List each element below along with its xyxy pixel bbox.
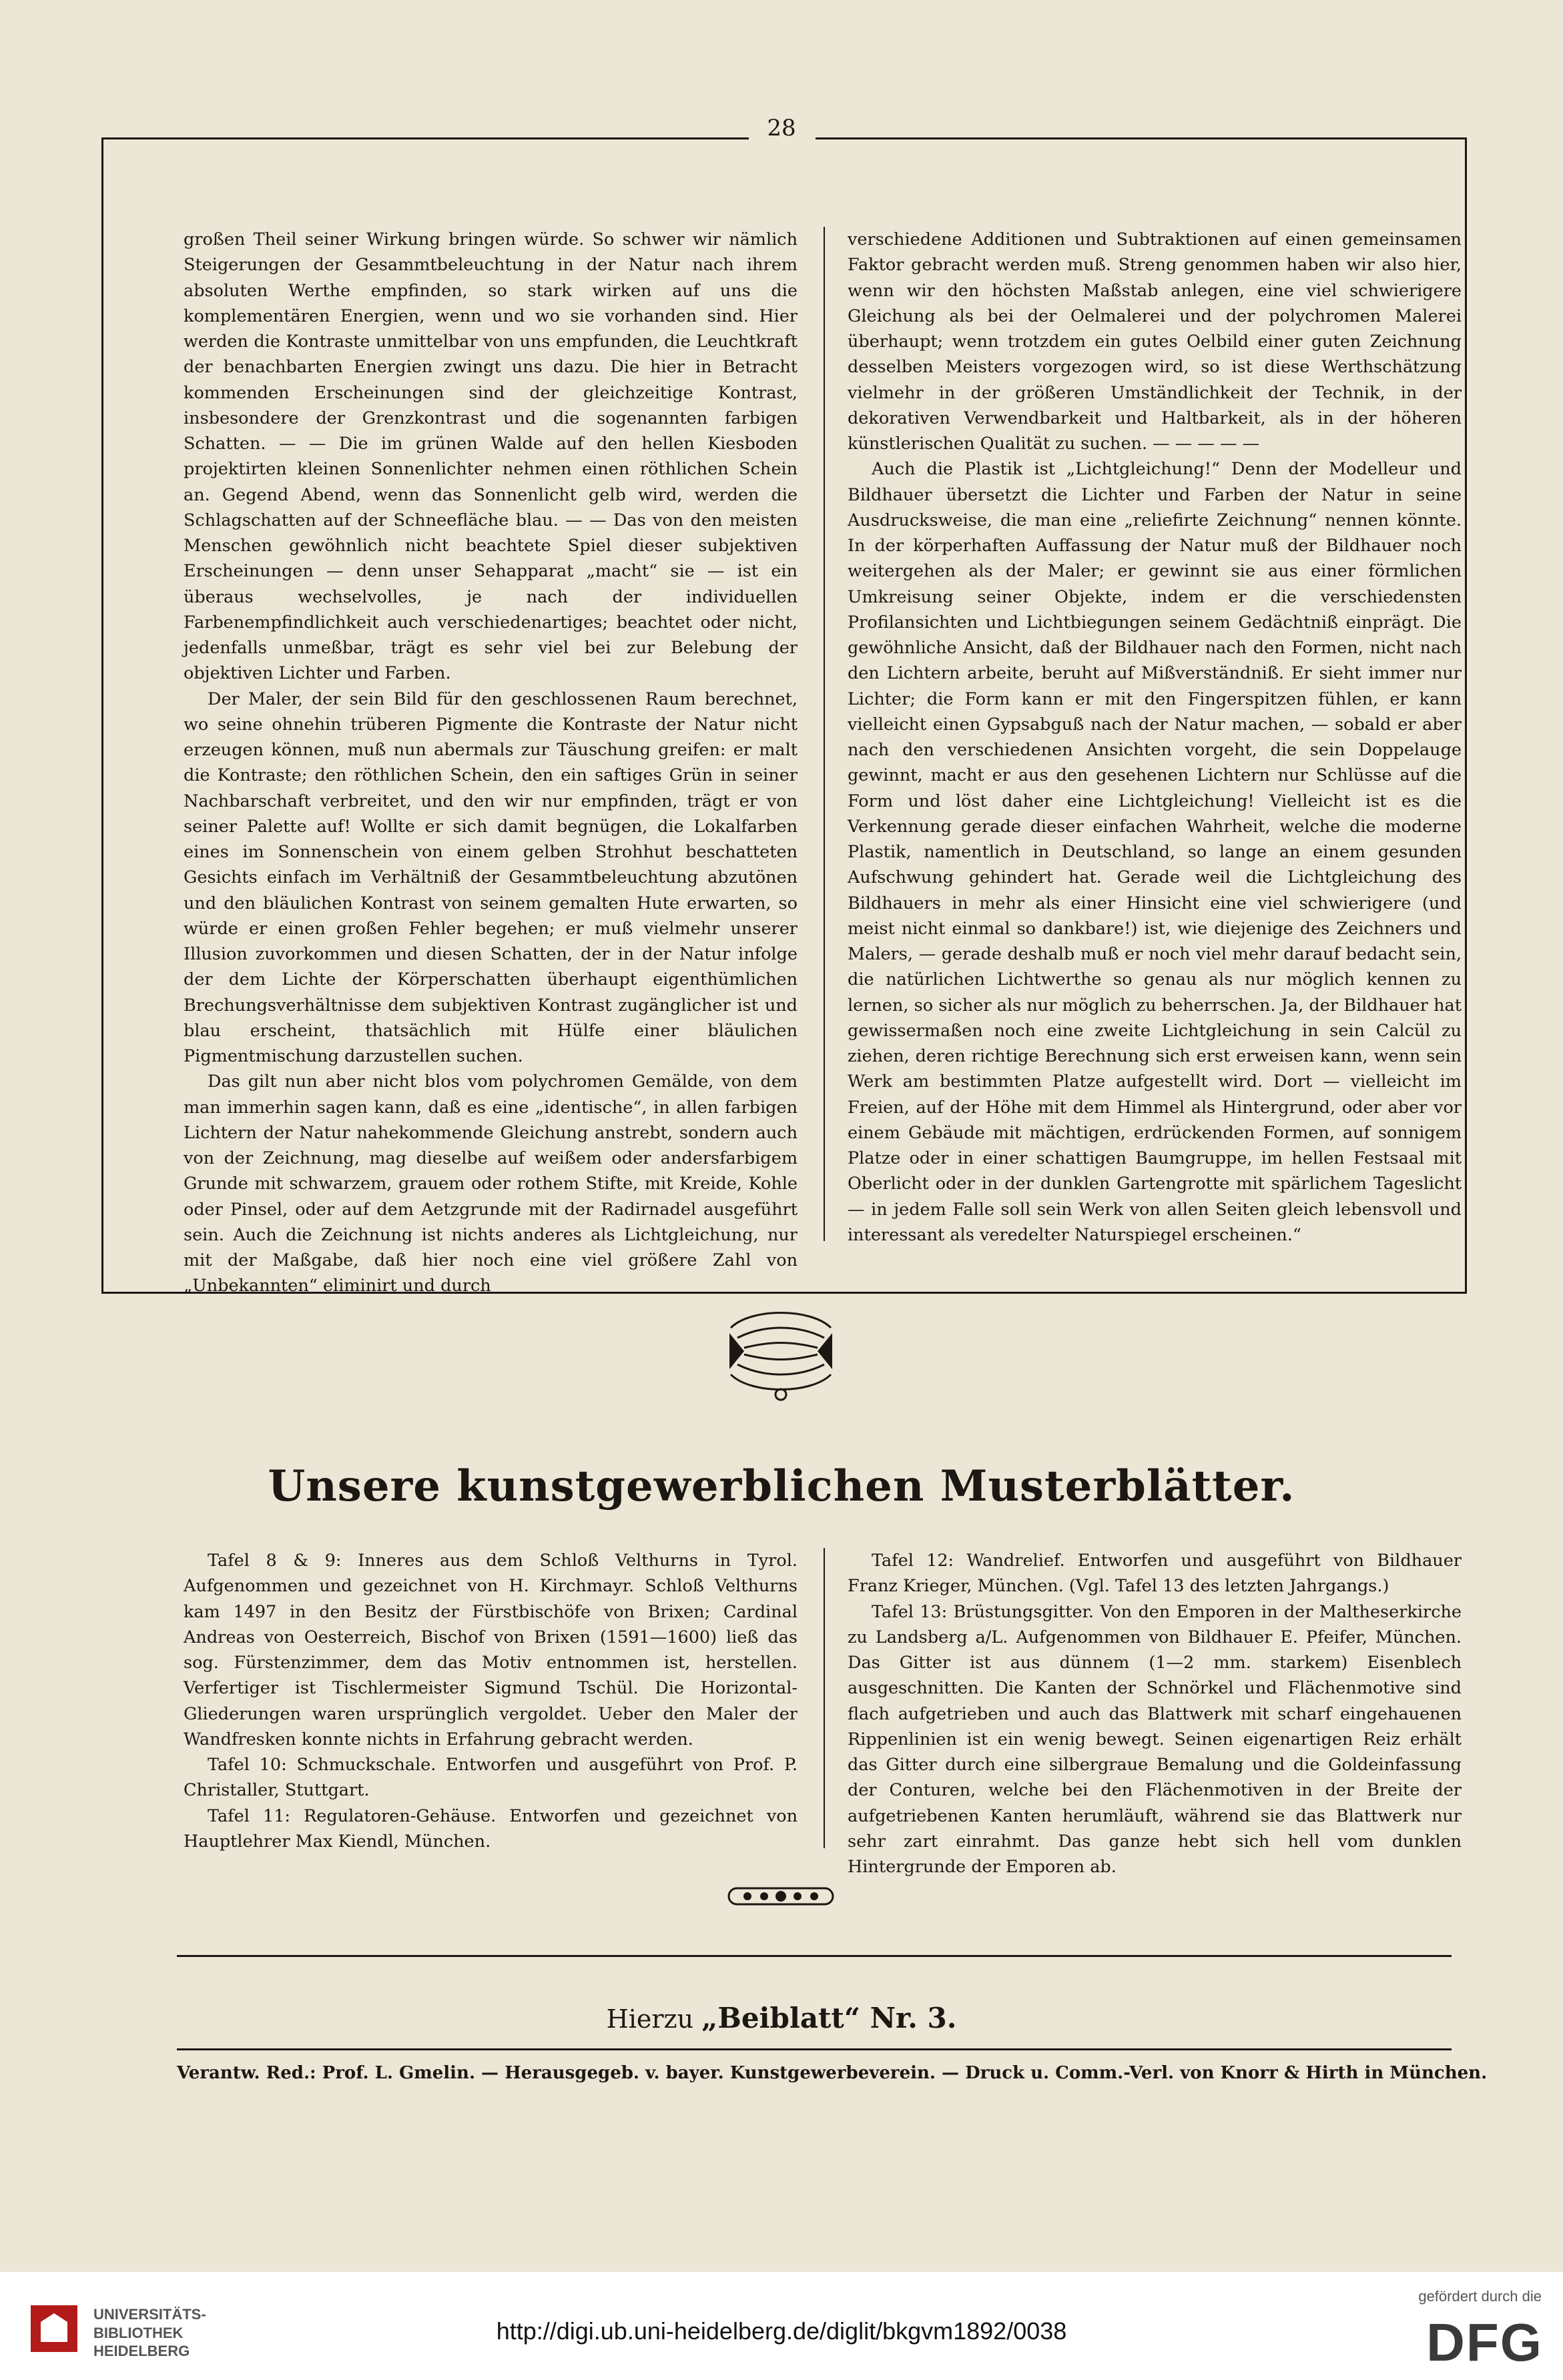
- supplement-prefix: Hierzu: [606, 2004, 694, 2034]
- paragraph: Der Maler, der sein Bild für den geschlossenen Raum berechnet, wo seine ohnehin trüberen Pigmente die Kontraste der Natur nicht erzeugen können, muß nun abermals zur Täuschung greifen: er malt die Kontraste; den röthlichen Schein, den ein saftiges Grün in seiner Nachbarschaft verbreitet, und den wir nur empfinden, trägt er von seiner Palette auf! Wollte er sich damit begnügen, die Lokalfarben eines im Sonnenschein von einem gelben Strohhut beschatteten Gesichts einfach im Verhältniß der Gesammtbeleuchtung abzutönen und den bläulichen Kontrast von seinem gemalten Hute erwarten, so würde er einen großen Fehler begehen; er muß vielmehr unserer Illusion zuvorkommen und diesen Schatten, der in der Natur infolge der dem Lichte der Körperschatten überhaupt eigenthümlichen Brechungsverhältnisse dem subjektiven Kontrast zugänglicher ist und blau erscheint, thatsächlich mit Hülfe einer bläulichen Pigmentmischung darzustellen suchen.: [184, 689, 798, 1066]
- plate-description: Tafel 11: Regulatoren-Gehäuse. Entworfen und gezeichnet von Hauptlehrer Max Kiendl, München.: [184, 1806, 798, 1852]
- divider: [177, 2048, 1452, 2050]
- paragraph: Auch die Plastik ist „Lichtgleichung!“ Denn der Modelleur und Bildhauer übersetzt die Lichter und Farben der Natur in seine Ausdrucksweise, die man eine „reliefirte Zeichnung“ nennen könnte. In der körperhaften Auffassung der Natur muß der Bildhauer noch weitergehen als der Maler; er gewinnt sie aus einer förmlichen Umkreisung seiner Objekte, indem er die verschiedensten Profilansichten und Lichtbiegungen seinem Gedächtniß einprägt. Die gewöhnliche Ansicht, daß der Bildhauer nach den Formen, nicht nach den Lichtern arbeite, beruht auf Mißverständniß. Er sieht immer nur Lichter; die Form kann er mit den Fingerspitzen fühlen, er kann vielleicht einen Gypsabguß nach der Natur machen, — sobald er aber nach den verschiedenen Ansichten vorgeht, die sein Doppelauge gewinnt, macht er aus den gesehenen Lichtern nur Schlüsse auf die Form und löst daher eine Lichtgleichung! Vielleicht ist es die Verkennung gerade dieser einfachen Wahrheit, welche die moderne Plastik, namentlich in Deutschland, so lange an einem gesunden Aufschwung gehindert hat. Gerade weil die Lichtgleichung des Bildhauers in mehr als einer Hinsicht eine viel schwierigere (und meist nicht einmal so dankbare!) ist, wie diejenige des Zeichners und Malers, — gerade deshalb muß er noch viel mehr darauf bedacht sein, die natürlichen Lichtwerthe so genau als nur möglich kennen zu lernen, so sicher als nur möglich zu beherrschen. Ja, der Bildhauer hat gewissermaßen noch eine zweite Lichtgleichung in sein Calcül zu ziehen, deren richtige Berechnung sich erst erweisen kann, wenn sein Werk am bestimmten Platze aufgestellt wird. Dort — vielleicht im Freien, auf der Höhe mit dem Himmel als Hintergrund, oder aber vor einem Gebäude mit mächtigen, erdrückenden Formen, auf sonnigem Platze oder in einer schattigen Baumgruppe, im hellen Festsaal mit Oberlicht oder in der dunklen Gartengrotte mit spärlichem Tageslicht — in jedem Falle soll sein Werk von allen Seiten gleich lebensvoll und interessant als veredelter Naturspiegel erscheinen.“: [848, 459, 1462, 1245]
- article-column-left: [184, 227, 798, 1299]
- divider: [177, 1955, 1452, 1957]
- funded-by-label: gefördert durch die: [1418, 2288, 1542, 2305]
- plate-description: Tafel 8 & 9: Inneres aus dem Schloß Velthurns in Tyrol. Aufgenommen und gezeichnet von H. Kirchmayr. Schloß Velthurns kam 1497 in den Besitz der Fürstbischöfe von Brixen; Cardinal Andreas von Oesterreich, Bischof von Brixen (1591—1600) ließ das sog. Fürstenzimmer, dem das Motiv entnommen ist, herstellen. Verfertiger ist Tischlermeister Sigmund Tschül. Die Horizontal-Gliederungen waren ursprünglich vergoldet. Ueber den Maler der Wandfresken konnte nichts in Erfahrung gebracht werden.: [184, 1551, 798, 1749]
- section-title: Unsere kunstgewerblichen Musterblätter.: [268, 1461, 1295, 1511]
- column-divider: [824, 227, 825, 1241]
- paragraph: großen Theil seiner Wirkung bringen würde. So schwer wir nämlich Steigerungen der Gesammtbeleuchtung in der Natur nach ihrem absoluten Werthe empfinden, so stark wirken auf uns die komplementären Energien, wenn und wo sie vorhanden sind. Hier werden die Kontraste unmittelbar von uns empfunden, die Leuchtkraft der benachbarten Energien zwingt uns dazu. Die hier in Betracht kommenden Erscheinungen sind der gleichzeitige Kontrast, insbesondere der Grenzkontrast und die sogenannten farbigen Schatten. — — Die im grünen Walde auf den hellen Kiesboden projektirten kleinen Sonnenlichter nehmen einen röthlichen Schein an. Gegend Abend, wenn das Sonnenlicht gelb wird, werden die Schlagschatten auf der Schneefläche blau. — — Das von den meisten Menschen gewöhnlich nicht beachtete Spiel dieser subjektiven Erscheinungen — denn unser Sehapparat „macht“ sie — ist ein überaus wechselvolles, je nach der individuellen Farbenempfindlichkeit auch verschiedenartiges; beachtet oder nicht, jedenfalls unmeßbar, trägt es sehr viel bei zur Belebung der objektiven Lichter und Farben.: [184, 230, 798, 684]
- plates-column-left: [184, 1548, 798, 1854]
- page-number: 28: [767, 115, 796, 141]
- paragraph: verschiedene Additionen und Subtraktionen auf einen gemeinsamen Faktor gebracht werden muß. Streng genommen haben wir also hier, wenn wir den höchsten Maßstab anlegen, eine viel schwierigere Gleichung als bei der Oelmalerei und der polychromen Malerei überhaupt; wenn trotzdem ein gutes Oelbild einer guten Zeichnung desselben Meisters vorgezogen wird, so ist diese Werthschätzung vielmehr in der größeren Umständlichkeit der Technik, in der dekorativen Verwendbarkeit und Haltbarkeit, als in der höheren künstlerischen Qualität zu suchen. — — — — —: [848, 230, 1462, 454]
- article-column-right: [848, 227, 1462, 1248]
- imprint: Verantw. Red.: Prof. L. Gmelin. — Herausgegeb. v. bayer. Kunstgewerbeverein. — Druck u. Comm.-Verl. von Knorr & Hirth in München.: [177, 2063, 1488, 2083]
- column-divider: [824, 1548, 825, 1848]
- supplement-title: „Beiblatt“ Nr. 3.: [701, 2002, 957, 2034]
- plate-description: Tafel 12: Wandrelief. Entworfen und ausgeführt von Bildhauer Franz Krieger, München. (Vgl. Tafel 13 des letzten Jahrgangs.): [848, 1551, 1462, 1597]
- plates-column-right: [848, 1548, 1462, 1880]
- paragraph: Das gilt nun aber nicht blos vom polychromen Gemälde, von dem man immerhin sagen kann, daß es eine „identische“, in allen farbigen Lichtern der Natur nahekommende Gleichung anstrebt, sondern auch von der Zeichnung, mag dieselbe auf weißem oder andersfarbigem Grunde mit schwarzem, grauem oder rothem Stifte, mit Kreide, Kohle oder Pinsel, oder auf dem Aetzgrunde mit der Radirnadel ausgeführt sein. Auch die Zeichnung ist nichts anderes als Lichtgleichung, nur mit der Maßgabe, daß hier noch eine viel größere Zahl von „Unbekannten“ eliminirt und durch: [184, 1072, 798, 1296]
- supplement-note: [0, 2002, 1563, 2034]
- plate-description: Tafel 10: Schmuckschale. Entworfen und ausgeführt von Prof. P. Christaller, Stuttgart.: [184, 1755, 798, 1801]
- institution-name: UNIVERSITÄTS- BIBLIOTHEK HEIDELBERG: [93, 2306, 206, 2359]
- source-url-link[interactable]: http://digi.ub.uni-heidelberg.de/diglit/bkgvm1892/0038: [496, 2317, 1067, 2345]
- plate-description: Tafel 13: Brüstungsgitter. Von den Emporen in der Maltheserkirche zu Landsberg a/L. Aufgenommen von Bildhauer E. Pfeifer, München. Das Gitter ist aus dünnem (1—2 mm. starkem) Eisenblech ausgeschnitten. Die Kanten der Schnörkel und Flächenmotive sind flach aufgetrieben und auch das Blattwerk mit scharf eingehauenen Rippenlinien ist ein wenig bewegt. Seinen eigenartigen Reiz erhält das Gitter durch eine silbergraue Bemalung und die Goldeinfassung der Conturen, welche bei den Flächenmotiven in der Breite der aufgetriebenen Kanten herumläuft, während sie das Blattwerk nur sehr zart einrahmt. Das ganze hebt sich hell vom dunklen Hintergrunde der Emporen ab.: [848, 1601, 1462, 1877]
- ornament-band-icon: [727, 1883, 834, 1910]
- digitization-footer: [0, 2272, 1563, 2380]
- calligraphic-ornament-icon: [724, 1301, 838, 1401]
- dfg-logo: DFG: [1426, 2313, 1543, 2372]
